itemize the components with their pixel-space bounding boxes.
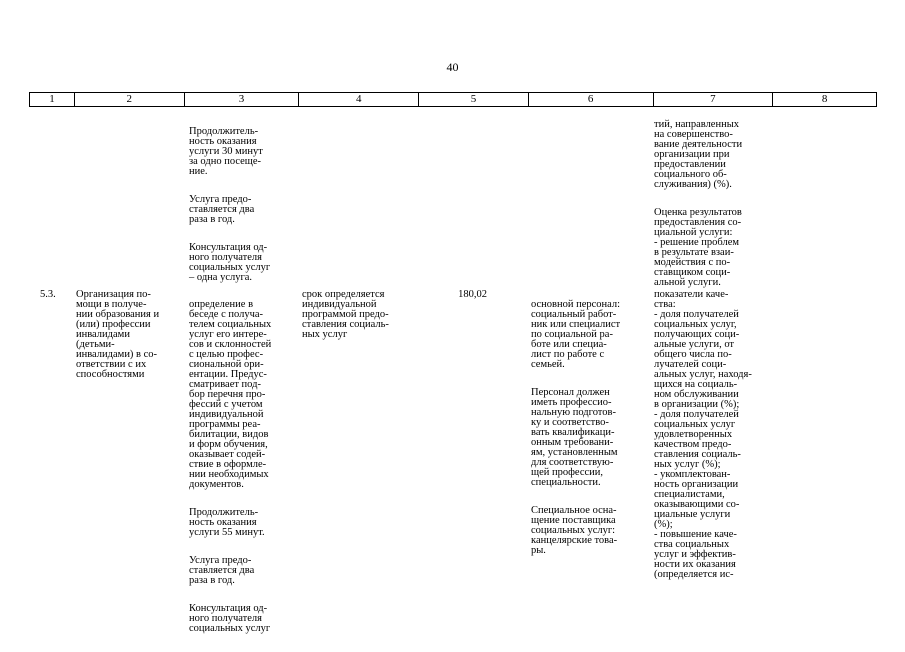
service-description bbox=[189, 290, 297, 652]
service-equipment: Специальное осна- щение поставщика социальных услуг: канцелярские това- ры. bbox=[531, 505, 618, 556]
continuation-col3-frequency: Услуга предо- ставляется два раза в год. bbox=[189, 194, 255, 225]
continuation-col3-unit: Консультация од- ного получателя социальных услуг – одна услуга. bbox=[189, 242, 271, 283]
service-personnel-requirements: Персонал должен иметь профессио- нальную подготов- ку и соответство- вать квалификаци- онным требовани- ям, установленным для соответствую- щей профессии, специальности. bbox=[531, 387, 618, 488]
service-duration: Продолжитель- ность оказания услуги 55 минут. bbox=[189, 507, 265, 538]
service-quality-indicators: показатели каче- ства: - доля получателей социальных услуг, получающих соци- альные услуги, от общего числа по- лучателей соци- альных услуг, находя- щихся на социаль- ном обслуживании в организации (%); - доля получателей социальных услуг удовлетворенных качеством предо- ставления социаль- ных услуг (%); - укомплектован- ность организации специалистами, оказывающими со- циальные услуги (%); - повышение каче- ства социальных услуг и эффектив- ности их оказания (определяется ис- bbox=[654, 289, 752, 580]
column-header-3: 3 bbox=[185, 93, 300, 106]
continuation-col7-evaluation: Оценка результатов предоставления со- циальной услуги: - решение проблем в результате взаи- модействия с по- ставщиком соци- альной услуги. bbox=[654, 207, 742, 288]
service-term: срок определяется индивидуальной программой предо- ставления социаль- ных услуг bbox=[302, 289, 389, 340]
row-number: 5.3. bbox=[40, 289, 56, 300]
column-header-5: 5 bbox=[419, 93, 529, 106]
column-header-2: 2 bbox=[75, 93, 185, 106]
service-personnel-main: основной персонал: социальный работ- ник или специалист по социальной ра- боте или специа- лист по работе с семьей. bbox=[531, 299, 621, 370]
page-number: 40 bbox=[446, 60, 459, 74]
continuation-col3-duration: Продолжитель- ность оказания услуги 30 минут за одно посеще- ние. bbox=[189, 126, 263, 177]
column-header-6: 6 bbox=[529, 93, 654, 106]
column-header-1: 1 bbox=[30, 93, 75, 106]
service-personnel bbox=[531, 290, 649, 574]
service-unit: Консультация од- ного получателя социальных услуг bbox=[189, 603, 271, 634]
service-name: Организация по- мощи в получе- нии образования и (или) профессии инвалидами (детьми- инвалидами) в со- ответствии с их способностями bbox=[76, 289, 160, 380]
continuation-col3 bbox=[189, 117, 297, 301]
service-frequency: Услуга предо- ставляется два раза в год. bbox=[189, 555, 255, 586]
service-tariff: 180,02 bbox=[458, 289, 487, 300]
column-header-7: 7 bbox=[654, 93, 774, 106]
service-description-text: определение в беседе с получа- телем социальных услуг его интере- сов и склонностей с целью профес- сиональной ори- ентации. Предус- сматривает под- бор перечня про- фессий с учетом индивидуальной программы реа- билитации, видов и форм обучения, оказывает содей- ствие в оформле- нии необходимых документов. bbox=[189, 299, 272, 490]
column-header-4: 4 bbox=[299, 93, 419, 106]
table-header-row bbox=[29, 92, 877, 107]
continuation-col7 bbox=[654, 110, 772, 306]
column-header-8: 8 bbox=[821, 93, 828, 105]
continuation-col7-text: тий, направленных на совершенство- вание деятельности организации при предоставлении социального об- служивания) (%). bbox=[654, 119, 743, 190]
